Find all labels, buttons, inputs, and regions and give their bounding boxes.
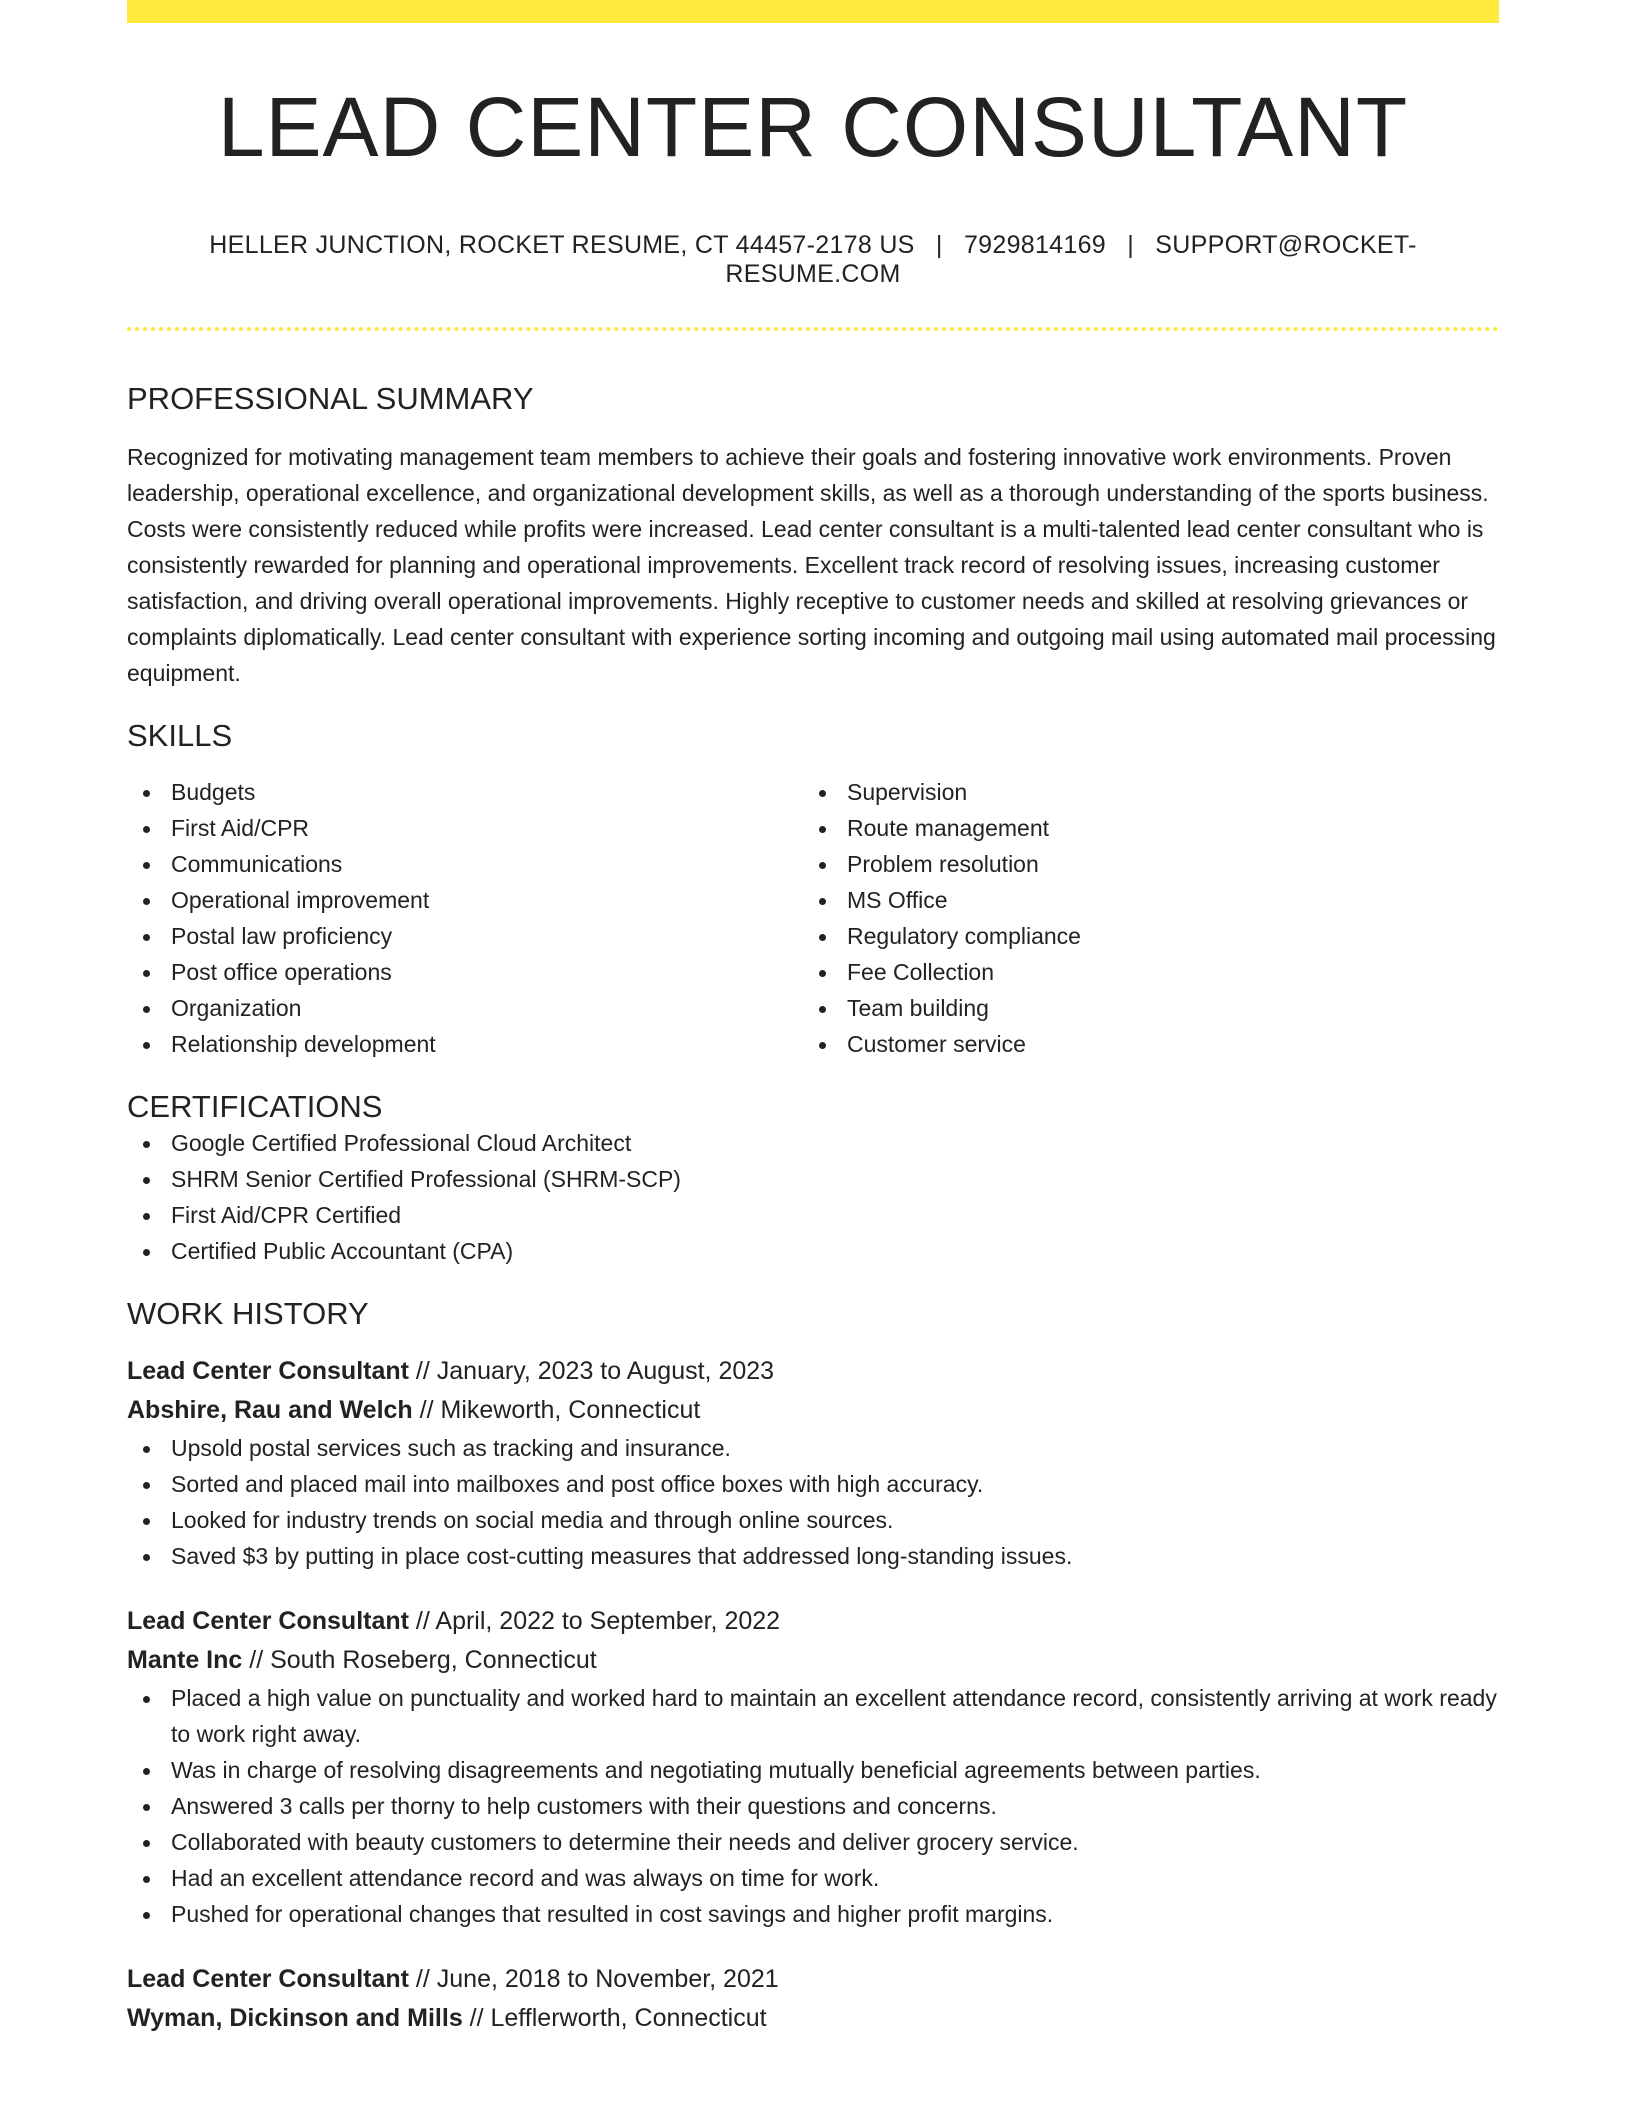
contact-address: HELLER JUNCTION, ROCKET RESUME, CT 44457-2178 US (209, 231, 915, 259)
job-entry (127, 1960, 1499, 2038)
job-company: Mante Inc (127, 1646, 243, 1674)
certifications-heading: CERTIFICATIONS (127, 1089, 383, 1124)
job-entry (127, 1602, 1499, 1932)
job-duties-list (127, 1680, 1499, 1932)
job-dates: // June, 2018 to November, 2021 (408, 1965, 779, 1993)
job-dates: // January, 2023 to August, 2023 (408, 1357, 775, 1385)
list-item: Problem resolution (803, 846, 1479, 882)
list-item: Collaborated with beauty customers to determine their needs and deliver grocery service. (127, 1824, 1499, 1860)
accent-top-bar (127, 0, 1499, 23)
list-item: SHRM Senior Certified Professional (SHRM-SCP) (127, 1161, 1499, 1197)
dotted-divider (127, 327, 1499, 331)
list-item: Saved $3 by putting in place cost-cutting measures that addressed long-standing issues. (127, 1538, 1499, 1574)
list-item: Post office operations (127, 954, 803, 990)
resume-name: LEAD CENTER CONSULTANT (217, 80, 1409, 174)
contact-line (127, 231, 1499, 289)
job-title-line (127, 1960, 1499, 1999)
job-company: Wyman, Dickinson and Mills (127, 2004, 463, 2032)
job-company-line (127, 1641, 1499, 1680)
list-item: Postal law proficiency (127, 918, 803, 954)
list-item: Placed a high value on punctuality and worked hard to maintain an excellent attendance record, consistently arriving at work ready to work right away. (127, 1680, 1499, 1752)
resume-page (127, 0, 1499, 2038)
job-duties-list (127, 1430, 1499, 1574)
job-title-line (127, 1602, 1499, 1641)
summary-heading: PROFESSIONAL SUMMARY (127, 381, 534, 416)
summary-text: Recognized for motivating management team members to achieve their goals and fostering innovative work environments. Proven leadership, operational excellence, and organizational development skills, as well as a thorough understanding of the sports business. Costs were consistently reduced while profits were increased. Lead center consultant is a multi-talented lead center consultant who is consistently rewarded for planning and operational improvements. Excellent track record of resolving issues, increasing customer satisfaction, and driving overall operational improvements. Highly receptive to customer needs and skilled at resolving grievances or complaints diplomatically. Lead center consultant with experience sorting incoming and outgoing mail using automated mail processing equipment. (127, 444, 1496, 686)
list-item: Route management (803, 810, 1479, 846)
list-item: Certified Public Accountant (CPA) (127, 1233, 1499, 1269)
contact-separator: | (1127, 231, 1135, 259)
list-item: Budgets (127, 774, 803, 810)
job-location: // South Roseberg, Connecticut (242, 1646, 597, 1674)
list-item: Operational improvement (127, 882, 803, 918)
list-item: Supervision (803, 774, 1479, 810)
job-title-line (127, 1352, 1499, 1391)
list-item: First Aid/CPR (127, 810, 803, 846)
skills-column-right (803, 774, 1479, 1062)
list-item: Looked for industry trends on social media and through online sources. (127, 1502, 1499, 1538)
list-item: Communications (127, 846, 803, 882)
job-role: Lead Center Consultant (127, 1357, 409, 1385)
skills-list (127, 774, 1499, 1062)
job-location: // Lefflerworth, Connecticut (462, 2004, 767, 2032)
skills-column-left (127, 774, 803, 1062)
job-entry (127, 1352, 1499, 1574)
job-company-line (127, 1999, 1499, 2038)
list-item: Had an excellent attendance record and was always on time for work. (127, 1860, 1499, 1896)
list-item: Pushed for operational changes that resulted in cost savings and higher profit margins. (127, 1896, 1499, 1932)
contact-email: SUPPORT@ROCKET-RESUME.COM (725, 231, 1417, 288)
job-location: // Mikeworth, Connecticut (412, 1396, 701, 1424)
job-role: Lead Center Consultant (127, 1607, 409, 1635)
job-company-line (127, 1391, 1499, 1430)
list-item: First Aid/CPR Certified (127, 1197, 1499, 1233)
job-dates: // April, 2022 to September, 2022 (408, 1607, 781, 1635)
list-item: Google Certified Professional Cloud Architect (127, 1125, 1499, 1161)
list-item: Relationship development (127, 1026, 803, 1062)
list-item: Regulatory compliance (803, 918, 1479, 954)
list-item: Customer service (803, 1026, 1479, 1062)
list-item: Was in charge of resolving disagreements and negotiating mutually beneficial agreements between parties. (127, 1752, 1499, 1788)
job-role: Lead Center Consultant (127, 1965, 409, 1993)
skills-heading: SKILLS (127, 718, 233, 753)
certifications-list (127, 1125, 1499, 1269)
list-item: Sorted and placed mail into mailboxes and post office boxes with high accuracy. (127, 1466, 1499, 1502)
list-item: Organization (127, 990, 803, 1026)
list-item: Team building (803, 990, 1479, 1026)
work-history-heading: WORK HISTORY (127, 1296, 369, 1331)
list-item: Upsold postal services such as tracking and insurance. (127, 1430, 1499, 1466)
contact-phone: 7929814169 (963, 231, 1106, 259)
list-item: Fee Collection (803, 954, 1479, 990)
list-item: Answered 3 calls per thorny to help customers with their questions and concerns. (127, 1788, 1499, 1824)
list-item: MS Office (803, 882, 1479, 918)
job-company: Abshire, Rau and Welch (127, 1396, 413, 1424)
contact-separator: | (935, 231, 943, 259)
